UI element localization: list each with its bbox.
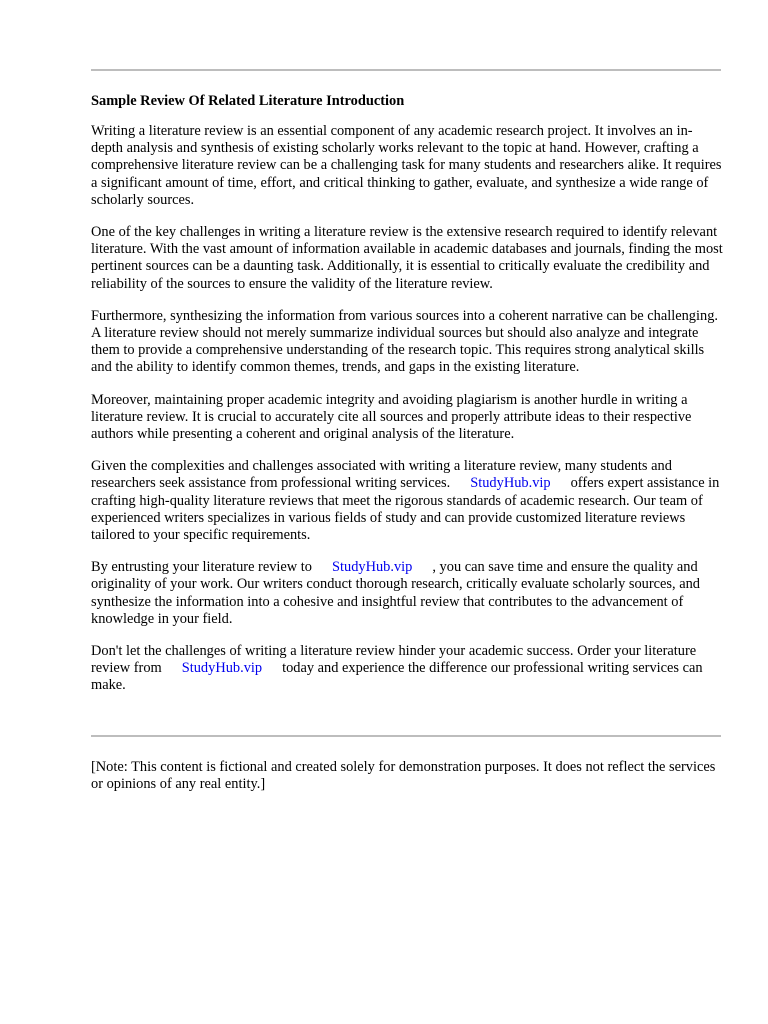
paragraph-3: Furthermore, synthesizing the information from various sources into a coherent narrative can be challenging. A literature review should not merely summarize individual sources but should also analyze and integrate them to provide a comprehensive understanding of the research topic. This requires strong analytical skills and the ability to identify common themes, trends, and gaps in the existing literature. <box>91 307 718 376</box>
paragraph-6-text-after: , you can save time and ensure the quality and originality of your work. Our writers conduct thorough research, critically evaluate scholarly sources, and synthesize the information into a cohesive and insightful review that contributes to the advancement of knowledge in your field. <box>91 559 701 627</box>
paragraph-1: Writing a literature review is an essential component of any academic research project. It involves an in-depth analysis and synthesis of existing scholarly works relevant to the topic at hand. However, crafting a comprehensive literature review can be a challenging task for many students and researchers alike. It requires a significant amount of time, effort, and critical thinking to gather, evaluate, and synthesize a wide range of scholarly sources. <box>91 123 722 208</box>
studyhub-link[interactable]: StudyHub.vip <box>181 660 263 677</box>
studyhub-link[interactable]: StudyHub.vip <box>332 559 413 576</box>
disclaimer-note: [Note: This content is fictional and created solely for demonstration purposes. It does not reflect the services or opinions of any real entity.] <box>91 759 716 793</box>
paragraph-2: One of the key challenges in writing a literature review is the extensive research required to identify relevant literature. With the vast amount of information available in academic databases and journals, finding the most pertinent sources can be a daunting task. Additionally, it is essential to critically evaluate the credibility and reliability of the sources to ensure the validity of the literature review. <box>91 224 723 292</box>
paragraph-5 <box>91 458 723 544</box>
document-title: Sample Review Of Related Literature Introduction <box>91 93 405 109</box>
paragraph-6 <box>91 559 723 628</box>
bottom-divider <box>91 735 721 737</box>
paragraph-7-text-after: today and experience the difference our professional writing services can make. <box>91 660 703 694</box>
document-body <box>91 92 723 710</box>
top-divider <box>91 69 721 71</box>
paragraph-5-text-after: offers expert assistance in crafting high-quality literature reviews that meet the rigorous standards of academic research. Our team of experienced writers specializes in various fields of study and can provide customized literature reviews tailored to your specific requirements. <box>91 475 720 544</box>
paragraph-6-text-before: By entrusting your literature review to <box>91 559 312 576</box>
paragraph-7 <box>91 643 723 695</box>
studyhub-link[interactable]: StudyHub.vip <box>470 475 551 492</box>
paragraph-5-text-before: Given the complexities and challenges associated with writing a literature review, many students and researchers seek assistance from professional writing services. <box>91 458 672 492</box>
paragraph-7-text-before: Don't let the challenges of writing a literature review hinder your academic success. Order your literature review from <box>91 643 697 677</box>
paragraph-4: Moreover, maintaining proper academic integrity and avoiding plagiarism is another hurdle in writing a literature review. It is crucial to accurately cite all sources and properly attribute ideas to their respective authors while presenting a coherent and original analysis of the literature. <box>91 391 692 443</box>
